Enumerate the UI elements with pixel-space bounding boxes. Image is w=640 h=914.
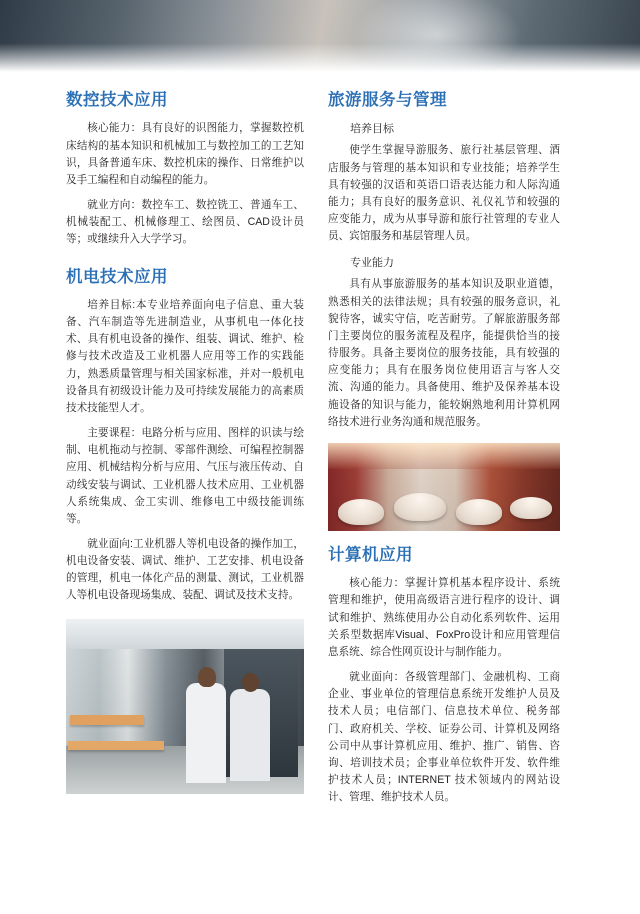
section-title-computer: 计算机应用 (328, 545, 413, 564)
section-title-cnc: 数控技术应用 (66, 91, 168, 109)
photo-banquet-table (394, 493, 446, 521)
cnc-employment: 就业方向：数控车工、数控铣工、普通车工、机械装配工、机械修理工、绘图员、CAD设计员等；或继续升入大学学习。 (66, 199, 304, 246)
mechatronics-employment: 就业面向:工业机器人等机电设备的操作加工，机电设备安装、调试、维护、工艺安排、机电设备的管理，机电一体化产品的测量、测试，工业机器人等机电设备现场集成、装配、调试及技术支持。 (66, 538, 304, 602)
photo-lab-person-head (242, 673, 259, 692)
left-column (66, 90, 304, 808)
computer-employment: 就业面向：各级管理部门、金融机构、工商企业、事业单位的管理信息系统开发维护人员及技术人员；电信部门、信息技术单位、税务部门、政府机关、学校、证券公司、计算机及网络公司中从事计算机应用、维护、推广、销售、咨询、培训技术员；企事业单位软件开发、软件维护技术人员；INTERNET 技术领域内的网站设计、管理、维护技术人员。 (328, 671, 560, 804)
cnc-core-ability: 核心能力：具有良好的识图能力，掌握数控机床结构的基本知识和机械加工与数控加工的工艺知识，具备普通车床、数控机床的操作、日常维护以及手工编程和自动编程的能力。 (66, 122, 304, 186)
photo-lab-bench (70, 715, 144, 725)
photo-banquet-table (338, 499, 384, 525)
header-photo-banner (0, 0, 640, 72)
right-column (328, 90, 560, 808)
photo-banquet-table (510, 497, 552, 519)
photo-banquet-ceiling (328, 443, 560, 469)
photo-lab-bench (68, 741, 164, 750)
mechatronics-courses: 主要课程：电路分析与应用、图样的识读与绘制、电机拖动与控制、零部件测绘、可编程控制器应用、机械结构分析与应用、气压与液压传动、自动线安装与调试、工业机器人技术应用、工业机器人系统集成、金工实训、维修电工中级技能训练等。 (66, 427, 304, 525)
tourism-skills-text: 具有从事旅游服务的基本知识及职业道德，熟悉相关的法律法规；具有较强的服务意识，礼貌待客，诚实守信，吃苦耐劳。了解旅游服务部门主要岗位的服务流程及程序，能提供恰当的接待服务。具备主要岗位的服务技能，具有较强的应变能力；具有在服务岗位使用语言与客人交流、沟通的能力。具备使用、维护及保养基本设施设备的知识与能力，能较娴熟地利用计算机网络技术进行业务沟通和规范服务。 (328, 278, 560, 428)
photo-banquet-table (456, 499, 502, 525)
photo-lab-background (66, 619, 304, 649)
tourism-objective-subtitle: 培养目标 (350, 123, 394, 136)
photo-lab-person (230, 689, 270, 781)
section-title-tourism: 旅游服务与管理 (328, 91, 447, 109)
spacer (66, 251, 304, 267)
computer-core-ability: 核心能力：掌握计算机基本程序设计、系统管理和维护，使用高级语言进行程序的设计、调试和维护、熟练使用办公自动化系列软件、运用关系型数据库Visual、FoxPro设计和应用管理信息系统、综合性网页设计与制作能力。 (328, 577, 560, 658)
section-title-mechatronics: 机电技术应用 (66, 267, 168, 286)
two-column-layout (0, 72, 640, 808)
photo-glare (352, 0, 522, 80)
tourism-objective-text: 使学生掌握导游服务、旅行社基层管理、酒店服务与管理的基本知识和专业技能；培养学生具有较强的汉语和英语口语表达能力和人际沟通能力；具有良好的服务意识、礼仪礼节和较强的应变能力，成为从事导游和旅行社管理的专业人员、宾馆服务和基层管理人员。 (328, 144, 560, 243)
tourism-skills-subtitle: 专业能力 (350, 257, 394, 270)
photo-lab-person-head (198, 667, 216, 687)
photo-banquet-hall (328, 443, 560, 531)
photo-lab-person (186, 683, 226, 783)
photo-mechatronics-lab (66, 619, 304, 794)
mechatronics-objective: 培养目标:本专业培养面向电子信息、重大装备、汽车制造等先进制造业，从事机电一体化技术、具有机电设备的操作、组装、调试、维护、检修与技术改造及工业机器人应用等工作的实践能力，熟悉质量管理与相关国家标准，并对一般机电设备具有初级设计能力及可持续发展能力的高素质技术技能型人才。 (66, 298, 304, 414)
